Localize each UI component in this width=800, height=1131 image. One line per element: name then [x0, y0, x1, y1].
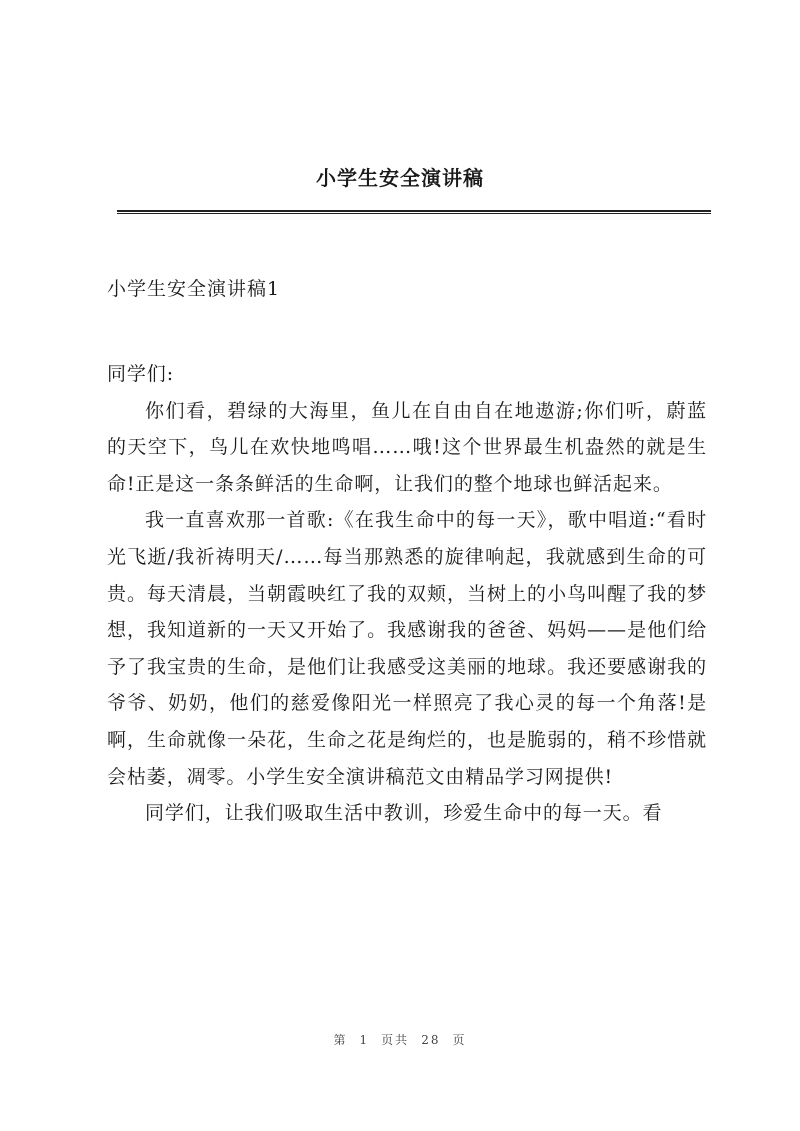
page-label-middle: 页共 [381, 1033, 410, 1047]
document-title: 小学生安全演讲稿 [316, 166, 484, 190]
document-body [107, 356, 707, 832]
title-divider [117, 210, 711, 214]
current-page-number: 1 [359, 1033, 370, 1047]
body-paragraph: 同学们，让我们吸取生活中教训，珍爱生命中的每一天。看 [145, 802, 663, 825]
body-paragraph: 你们看，碧绿的大海里，鱼儿在自由自在地遨游;你们听，蔚蓝的天空下，鸟儿在欢快地鸣唱……哦!这个世界最生机盎然的就是生命!正是这一条条鲜活的生命啊，让我们的整个地球也鲜活起来。 [107, 399, 707, 495]
page-label-suffix: 页 [452, 1033, 467, 1047]
salutation: 同学们: [107, 363, 175, 385]
total-pages-number: 28 [421, 1033, 441, 1047]
body-paragraph: 我一直喜欢那一首歌:《在我生命中的每一天》，歌中唱道:“看时光飞逝/我祈祷明天/……每当那熟悉的旋律响起，我就感到生命的可贵。每天清晨，当朝霞映红了我的双颊，当树上的小鸟叫醒了我的梦想，我知道新的一天又开始了。我感谢我的爸爸、妈妈——是他们给予了我宝贵的生命，是他们让我感受这美丽的地球。我还要感谢我的爷爷、奶奶，他们的慈爱像阳光一样照亮了我心灵的每一个角落!是啊，生命就像一朵花，生命之花是绚烂的，也是脆弱的，稍不珍惜就会枯萎，凋零。小学生安全演讲稿范文由精品学习网提供! [107, 509, 707, 788]
section-heading: 小学生安全演讲稿1 [107, 278, 281, 300]
page-footer [0, 1031, 800, 1048]
page-label-prefix: 第 [333, 1033, 348, 1047]
